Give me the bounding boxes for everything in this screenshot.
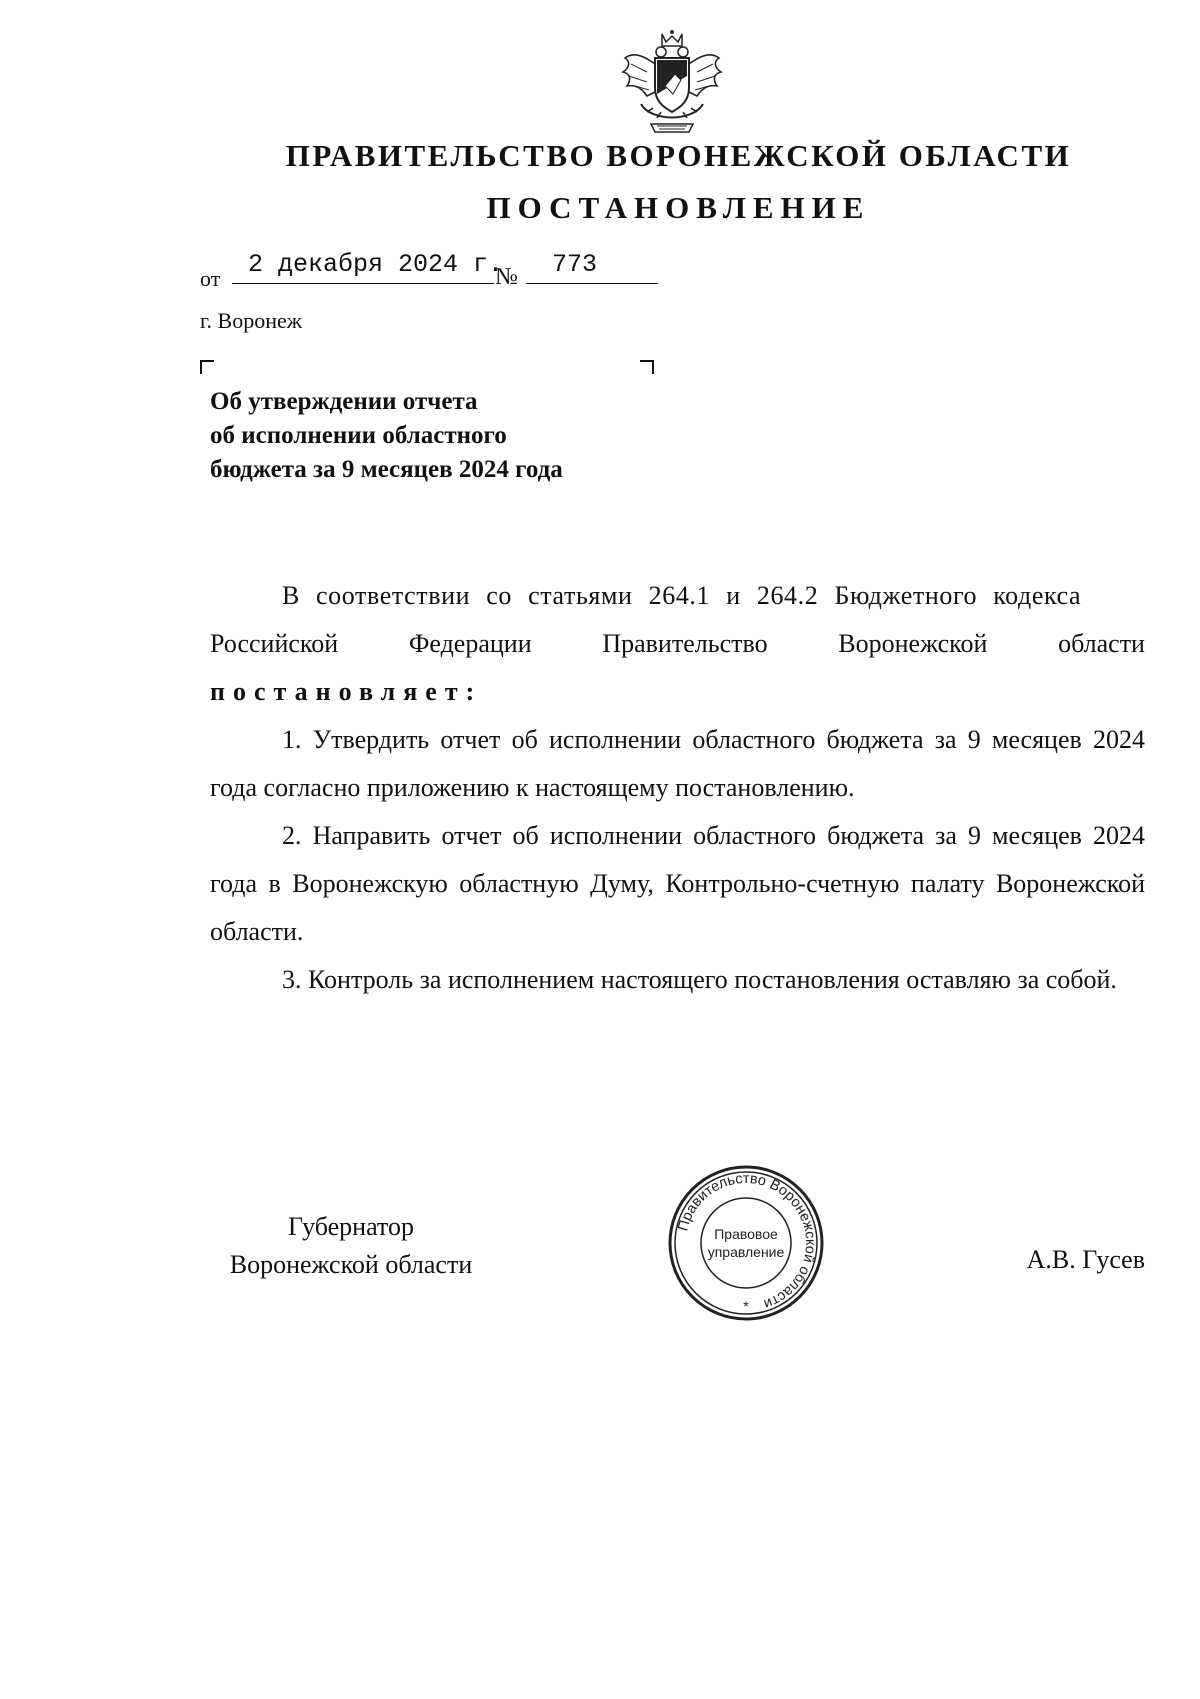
- official-stamp: [666, 1163, 826, 1323]
- subject-line: Об утверждении отчета: [210, 388, 478, 415]
- subject-corner-left: [200, 360, 214, 374]
- stamp-center-line: управление: [707, 1244, 785, 1260]
- decree-word: постановляет:: [210, 677, 483, 706]
- clause-1: 1. Утвердить отчет об исполнении областного бюджета за 9 месяцев 2024 года согласно приложению к настоящему постановлению.: [210, 725, 1145, 802]
- document-number: 773: [552, 250, 598, 279]
- preamble-line-2: [210, 620, 1145, 668]
- preamble-word: Федерации: [408, 629, 532, 658]
- stamp-center-line: Правовое: [714, 1226, 778, 1242]
- clause-2: 2. Направить отчет об исполнении областного бюджета за 9 месяцев 2024 года в Воронежскую областную Думу, Контрольно-счетную палату Воронежской области.: [210, 821, 1145, 946]
- preamble-word: Правительство: [602, 629, 768, 658]
- signer-position: [216, 1208, 486, 1284]
- preamble-word: Российской: [210, 629, 339, 658]
- signer-title: Губернатор: [288, 1212, 414, 1241]
- decree-line: [210, 668, 1145, 716]
- preamble-word: области: [1058, 629, 1145, 658]
- city: г. Воронеж: [200, 308, 302, 333]
- document-subject: [210, 385, 563, 487]
- number-label: №: [495, 264, 518, 290]
- coat-of-arms-icon: [617, 28, 727, 138]
- government-title: ПРАВИТЕЛЬСТВО ВОРОНЕЖСКОЙ ОБЛАСТИ: [285, 138, 1072, 173]
- document-body: [210, 572, 1145, 1004]
- subject-line: бюджета за 9 месяцев 2024 года: [210, 456, 563, 483]
- subject-corner-right: [640, 360, 654, 374]
- stamp-star: *: [743, 1298, 749, 1314]
- signer-region: Воронежской области: [229, 1250, 473, 1279]
- signer-name: А.В. Гусев: [1026, 1245, 1145, 1274]
- number-underline: [526, 283, 658, 284]
- document-type: ПОСТАНОВЛЕНИЕ: [486, 190, 871, 225]
- document-date: 2 декабря 2024 г.: [248, 250, 504, 279]
- stamp-ring-text: Правительство Воронежской области: [675, 1170, 819, 1312]
- date-from-label: от: [200, 266, 221, 291]
- preamble-word: Воронежской: [838, 629, 988, 658]
- preamble-text: В соответствии со статьями 264.1 и 264.2 Бюджетного кодекса: [282, 581, 1082, 610]
- preamble-line: [210, 572, 1145, 620]
- subject-line: об исполнении областного: [210, 422, 507, 449]
- date-underline: [232, 283, 494, 284]
- clause-3: 3. Контроль за исполнением настоящего постановления оставляю за собой.: [282, 965, 1117, 994]
